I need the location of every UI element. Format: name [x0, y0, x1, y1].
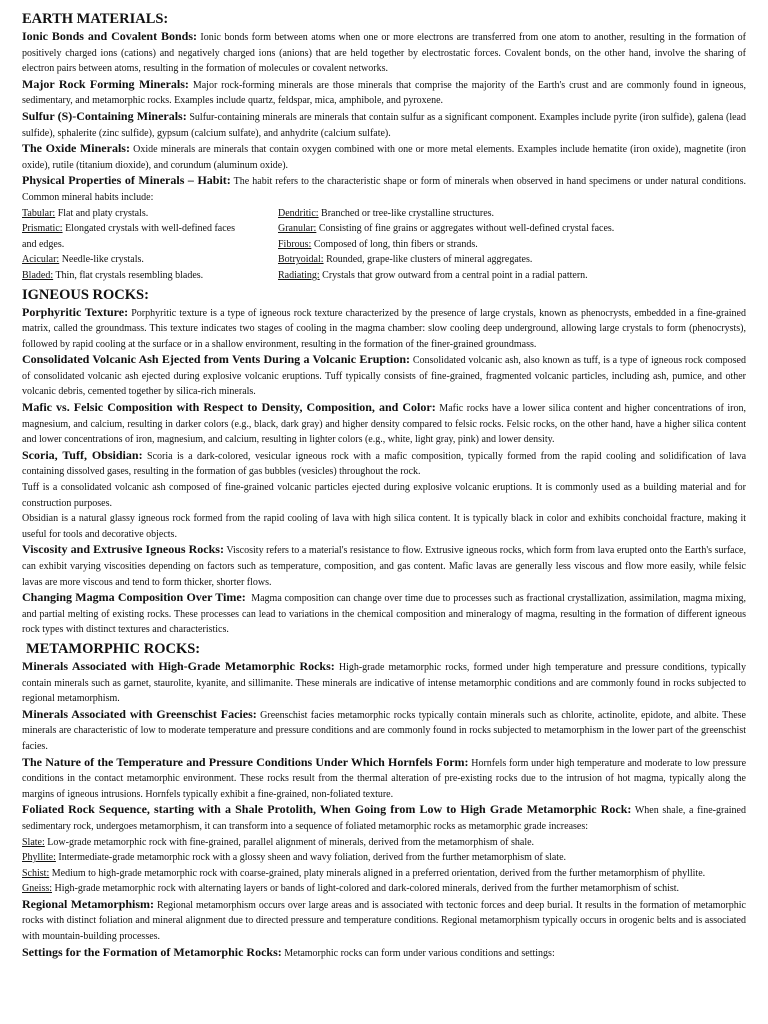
sequence-term: Phyllite:	[22, 852, 56, 864]
habit-term: Radiating:	[278, 269, 320, 281]
paragraph-changing-magma	[22, 590, 746, 638]
heading-mafic-felsic: Mafic vs. Felsic Composition with Respect to Density, Composition, and Color:	[22, 400, 436, 415]
paragraph-porphyritic-texture	[22, 305, 746, 353]
heading-porphyritic-texture: Porphyritic Texture:	[22, 304, 129, 319]
heading-high-grade-minerals: Minerals Associated with High-Grade Metamorphic Rocks:	[22, 658, 335, 673]
habit-item	[278, 252, 746, 268]
habit-term: Acicular:	[22, 254, 60, 266]
sequence-item	[22, 835, 746, 851]
text-regional-metamorphism: Regional metamorphism occurs over large areas and is associated with tectonic forces and deep burial. It results in the formation of metamorphic rocks with distinct foliation and mineral alignment due to directed pressure and temperature conditions. Regional metamorphism typically occurs in orogenic belts and is associated with mountain-building processes.	[22, 899, 746, 943]
heading-hornfels: The Nature of the Temperature and Pressure Conditions Under Which Hornfels Form:	[22, 754, 469, 769]
text-foliated-sequence: When shale, a fine-grained sedimentary rock, undergoes metamorphism, it can transform into a sequence of foliated metamorphic rocks as metamorphic grade increases:	[22, 805, 746, 832]
habit-item	[278, 237, 746, 253]
paragraph-sulfur-minerals	[22, 109, 746, 141]
paragraph-obsidian: Obsidian is a natural glassy igneous rock formed from the rapid cooling of lava with high silica content. It is typically black in color and exhibits conchoidal fracture, making it useful for tools and decorative objects.	[22, 513, 746, 540]
sequence-term: Slate:	[22, 836, 45, 848]
heading-changing-magma: Changing Magma Composition Over Time:	[22, 590, 246, 605]
paragraph-ionic-covalent-bonds	[22, 29, 746, 77]
sequence-desc: Intermediate-grade metamorphic rock with a glossy sheen and wavy foliation, derived from the further metamorphism of slate.	[58, 852, 567, 864]
section-title-igneous-rocks: IGNEOUS ROCKS:	[22, 286, 149, 303]
heading-major-rock-forming: Major Rock Forming Minerals:	[22, 76, 189, 91]
sequence-desc: Medium to high-grade metamorphic rock with coarse-grained, platy minerals aligned in a preferred orientation, derived from the further metamorphism of phyllite.	[51, 867, 706, 879]
sequence-desc: Low-grade metamorphic rock with fine-grained, parallel alignment of minerals, derived from the metamorphism of shale.	[47, 836, 535, 848]
habit-item	[278, 206, 746, 222]
habit-term: Tabular:	[22, 207, 56, 219]
text-greenschist: Greenschist facies metamorphic rocks typically contain minerals such as chlorite, actinolite, epidote, and albite. These minerals are characteristic of low to moderate temperature and pressure conditions and are commonly found in rocks subjected to metamorphism in the lower part of the greenschist facies.	[22, 709, 746, 752]
habit-desc: Needle-like crystals.	[61, 254, 144, 266]
text-volcanic-ash: Consolidated volcanic ash, also known as tuff, is a type of igneous rock composed of consolidated volcanic ash ejected during explosive volcanic eruptions. Tuff typically consists of fine-grained, fragmented volcanic particles, including ash, pumice, and other volcanic debris, cemented together by silica-rich minerals.	[22, 355, 746, 398]
paragraph-tuff: Tuff is a consolidated volcanic ash composed of fine-grained volcanic particles ejected during explosive volcanic eruptions. It is commonly used as a building material and for construction purposes.	[22, 482, 746, 509]
sequence-term: Schist:	[22, 867, 50, 879]
heading-mineral-habit: Physical Properties of Minerals – Habit:	[22, 173, 231, 188]
text-porphyritic-texture: Porphyritic texture is a type of igneous rock texture characterized by the presence of large crystals, known as phenocrysts, embedded in a fine-grained matrix, called the groundmass. This texture indicates two stages of cooling in the magma chamber: slow cooling deep underground, allowing large crystals to form (phenocrysts), followed by rapid cooling at the surface or in a shallow environment, resulting in the formation of the finer-grained groundmass.	[22, 307, 746, 350]
habit-item	[278, 221, 746, 237]
sequence-term: Gneiss:	[22, 883, 52, 895]
heading-sulfur-minerals: Sulfur (S)-Containing Minerals:	[22, 108, 187, 123]
habit-desc: Thin, flat crystals resembling blades.	[55, 269, 204, 281]
paragraph-settings	[22, 945, 746, 962]
habit-term: Dendritic:	[278, 207, 319, 219]
paragraph-hornfels	[22, 755, 746, 803]
text-major-rock-forming: Major rock-forming minerals are those minerals that comprise the majority of the Earth's crust and are commonly found in igneous, sedimentary, and metamorphic rocks. Examples include quartz, feldspar, mica, amphibole, and pyroxene.	[22, 79, 747, 107]
text-ionic-covalent-bonds: Ionic bonds form between atoms when one or more electrons are transferred from one atom to another, resulting in the formation of positively charged ions (cations) and negatively charged ions (anions) that are held together by electrostatic forces. Covalent bonds, on the other hand, involve the sharing of electron pairs between atoms, resulting in the formation of molecules or covalent networks.	[22, 32, 746, 75]
sequence-item	[22, 850, 746, 866]
heading-volcanic-ash: Consolidated Volcanic Ash Ejected from Vents During a Volcanic Eruption:	[22, 352, 411, 367]
heading-viscosity: Viscosity and Extrusive Igneous Rocks:	[22, 542, 224, 557]
heading-settings: Settings for the Formation of Metamorphic Rocks:	[22, 944, 282, 959]
habit-term: Botryoidal:	[278, 254, 324, 266]
habit-item	[22, 268, 278, 284]
heading-foliated-sequence: Foliated Rock Sequence, starting with a Shale Protolith, When Going from Low to High Grade Metamorphic Rock:	[22, 802, 632, 817]
habit-item	[22, 206, 278, 222]
habit-desc: Crystals that grow outward from a central point in a radial pattern.	[322, 269, 588, 281]
habit-item	[22, 221, 278, 252]
text-hornfels: Hornfels form under high temperature and moderate to low pressure conditions in the contact metamorphic environment. These rocks result from the thermal alteration of pre-existing rocks due to the intrusion of hot magma, typically along the margins of igneous intrusions. Hornfels typically exhibit a fine-grained, non-foliated texture.	[22, 757, 747, 800]
habit-desc: Elongated crystals with well-defined faces and edges.	[22, 223, 235, 250]
paragraph-high-grade-minerals	[22, 659, 746, 707]
sequence-item	[22, 881, 746, 897]
habit-desc: Composed of long, thin fibers or strands.	[313, 238, 478, 250]
habit-term: Granular:	[278, 223, 317, 235]
habit-desc: Rounded, grape-like clusters of mineral aggregates.	[326, 254, 533, 266]
text-settings: Metamorphic rocks can form under various conditions and settings:	[284, 947, 555, 959]
habit-term: Fibrous:	[278, 238, 312, 250]
habit-term: Prismatic:	[22, 223, 63, 235]
text-mafic-felsic: Mafic rocks have a lower silica content and higher concentrations of iron, magnesium, and calcium, resulting in darker colors (e.g., black, dark gray) and higher density compared to felsic rocks. Felsic rocks, on the other hand, have a higher silica content and lower concentrations of iron, magnesium, and calcium, resulting in lighter colors (e.g., white, light gray, pink) and lower density.	[22, 403, 746, 446]
heading-ionic-covalent-bonds: Ionic Bonds and Covalent Bonds:	[22, 29, 197, 43]
text-viscosity: Viscosity refers to a material's resistance to flow. Extrusive igneous rocks, which form from lava erupted onto the Earth's surface, can exhibit varying viscosities depending on factors such as temperature, composition, and gas content. Mafic lavas are generally less viscous and flow more easily, while felsic lavas are more viscous and tend to form thicker, shorter flows.	[22, 545, 746, 588]
heading-oxide-minerals: The Oxide Minerals:	[22, 141, 130, 156]
habit-item	[22, 252, 278, 268]
habit-list	[22, 206, 746, 284]
text-changing-magma: Magma composition can change over time due to processes such as fractional crystallization, assimilation, magma mixing, and partial melting of existing rocks. These processes can lead to variations in the chemical composition and mineralogy of magma, resulting in the formation of different igneous rock types with distinct textures and characteristics.	[22, 593, 747, 636]
paragraph-major-rock-forming	[22, 77, 746, 109]
habit-desc: Branched or tree-like crystalline structures.	[321, 207, 495, 219]
paragraph-viscosity	[22, 542, 746, 590]
text-mineral-habit: The habit refers to the characteristic shape or form of minerals when observed in hand specimens or under natural conditions. Common mineral habits include:	[22, 176, 746, 203]
habit-list-left	[22, 206, 278, 284]
text-high-grade-minerals: High-grade metamorphic rocks, formed under high temperature and pressure conditions, typically contain minerals such as garnet, staurolite, kyanite, and sillimanite. These minerals are indicative of intense metamorphic conditions and are commonly found in rocks subjected to regional metamorphism.	[22, 661, 747, 705]
heading-regional-metamorphism: Regional Metamorphism:	[22, 896, 155, 911]
sequence-desc: High-grade metamorphic rock with alternating layers or bands of light-colored and dark-colored minerals, derived from the further metamorphism of schist.	[54, 883, 680, 895]
text-oxide-minerals: Oxide minerals are minerals that contain oxygen combined with one or more metal elements. Examples include hematite (iron oxide), magnetite (iron oxide), rutile (titanium dioxide), and corundum (aluminum oxide).	[22, 144, 746, 171]
text-sulfur-minerals: Sulfur-containing minerals are minerals that contain sulfur as a significant component. Examples include pyrite (iron sulfide), galena (lead sulfide), sphalerite (zinc sulfide), gypsum (calcium sulfate), and anhydrite (calcium sulfate).	[22, 111, 746, 139]
section-title-metamorphic-rocks: METAMORPHIC ROCKS:	[26, 640, 201, 657]
section-title-earth-materials: EARTH MATERIALS:	[22, 11, 169, 27]
habit-desc: Consisting of fine grains or aggregates without well-defined crystal faces.	[318, 223, 615, 235]
habit-desc: Flat and platy crystals.	[57, 207, 149, 219]
paragraph-volcanic-ash	[22, 352, 746, 400]
paragraph-mafic-felsic	[22, 400, 746, 448]
habit-item	[278, 268, 746, 284]
paragraph-greenschist	[22, 707, 746, 755]
sequence-item	[22, 866, 746, 882]
text-scoria: Scoria is a dark-colored, vesicular igneous rock with a mafic composition, typically formed from the rapid cooling and solidification of lava containing dissolved gases, resulting in the formation of gas bubbles (vesicles) throughout the rock.	[22, 450, 747, 478]
habit-list-right	[278, 206, 746, 284]
heading-scoria-tuff-obsidian: Scoria, Tuff, Obsidian:	[22, 447, 143, 462]
habit-term: Bladed:	[22, 269, 54, 281]
paragraph-oxide-minerals	[22, 141, 746, 173]
paragraph-foliated-sequence	[22, 802, 746, 834]
heading-greenschist: Minerals Associated with Greenschist Facies:	[22, 706, 257, 721]
paragraph-mineral-habit	[22, 173, 746, 205]
paragraph-regional-metamorphism	[22, 897, 746, 945]
paragraph-scoria	[22, 448, 746, 480]
